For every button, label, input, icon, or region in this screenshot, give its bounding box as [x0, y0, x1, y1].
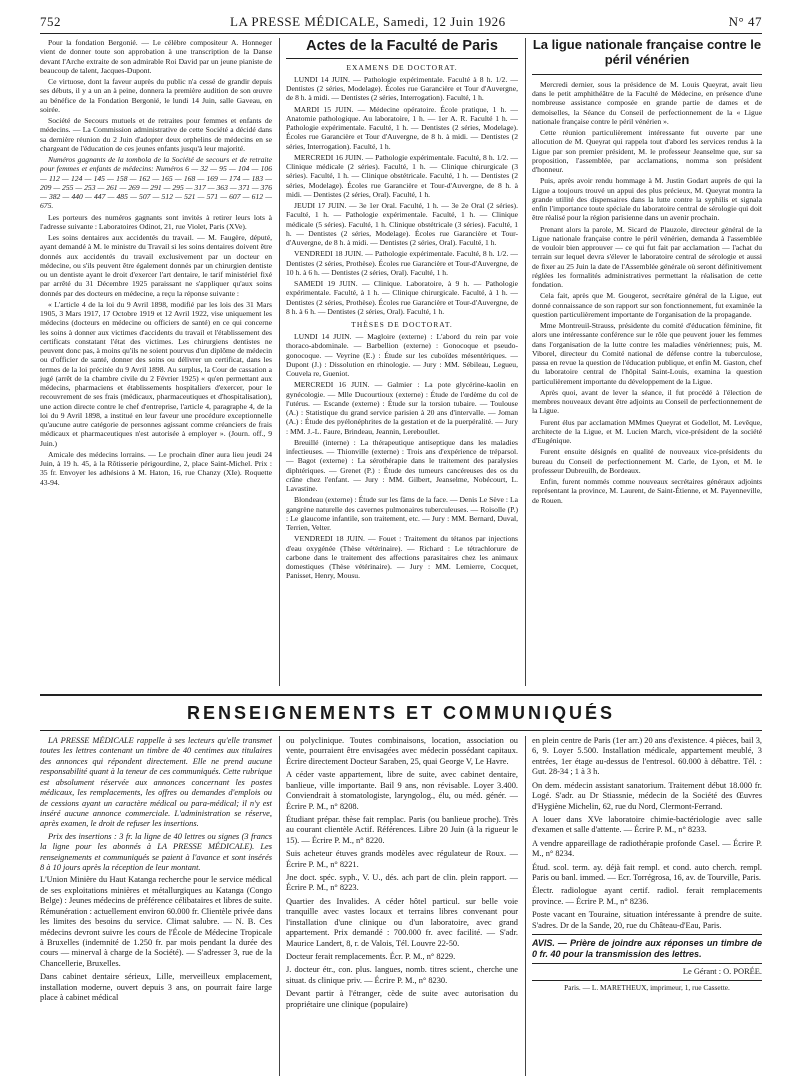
column-divider: [279, 736, 280, 1076]
annonce-remplacements: Docteur ferait remplacements. Écr. P. M., n° 8229.: [286, 952, 456, 962]
exam-mardi: MARDI 15 JUIN. — Médecine opératoire. École pratique, 1 h. — Anatomie pathologique. Au laboratoire, 1 h. — 1er A. R. Faculté 1 h. — Pathologie expérimentale. Faculté, 1 h. — Dentistes (2 séries, Modelage). Écoles rue Garancière et Tour d'Auvergne, de 8 h. à midi. — Dentistes (2 séries, Interrogation). Faculté, 1 h.: [286, 104, 518, 151]
these-breuille: Breuillé (interne) : La thérapeutique antiseptique dans les maladies infectieuses. — Thionville (externe) : Trois ans d'expérience de tréparsol. — Bagot (externe) : La sérothérapie dans le traitement des paralysies diphtériques. — Grenet (P.) : Étude des tumeurs cancéreuses des os du crâne chez l'enfant. — Jury : MM. Gilbert, Jeanselme, Nobécourt, L. Lavastine.: [286, 437, 518, 494]
ligue-p2: Cette réunion particulièrement intéressante fut ouverte par une allocution de M. Queyrat qui rappela tout d'abord les services rendus à la Ligue par son premier président, M. le professeur Jeanselme que, sur sa proposition, l'assemblée, par acclamations, nomma son président d'honneur.: [532, 128, 762, 175]
avis-rule-bottom: [532, 963, 762, 964]
news-lots: Les porteurs des numéros gagnants sont invités à retirer leurs lots à l'adresse suivante : Laboratoires Odinot, 21, rue Violet, Paris (XVe).: [40, 212, 272, 231]
annonce-radiologue: Électr. radiologue ayant certif. radiol. ferait remplacements province. — Écrire P. M., n° 8236.: [532, 886, 762, 906]
ligue-p10: Enfin, furent nommés comme nouveaux secrétaires généraux adjoints représentant la province, M. Laurent, de Saint-Étienne, et M. Payenneville, de Rouen.: [532, 477, 762, 505]
news-soins-dentaires: Les soins dentaires aux accidentés du travail. — M. Faugère, député, ayant demandé à M. le ministre du Travail si les soins dentaires doivent être donnés aux accidentés du travail exclusivement par un docteur en médecine, ou s'ils peuvent être également donnés par un chirurgien dentiste ou un dentiste ayant le droit d'exercer l'art dentaire, le tarif ministériel fixé par arrêté du 31 Décembre 1925 paraissant ne s'appliquer qu'aux soins donnés par des docteurs en médecine, a reçu la réponse suivante :: [40, 233, 272, 298]
header-rule: [40, 33, 762, 34]
annonce-polyclinique: ou polyclinique. Toutes combinaisons, location, association ou vente, pourraient être envisagées avec médecin possédant capitaux. Écrire directement Docteur Saraben, 25, quai George V, Le Havre.: [286, 736, 518, 766]
annonce-appartement: A céder vaste appartement, libre de suite, avec cabinet dentaire, banlieue, ville importante. Bail 9 ans, non révisable. Loyer 3.400. Conviendrait à stomatologiste, laryngolog., élu, ou méd. génér. — Écrire P. M., n° 8208.: [286, 770, 518, 811]
section-rule-top: [40, 694, 762, 696]
annonce-union-miniere: L'Union Minière du Haut Katanga recherche pour le service médical de ses exploitations minières et métallurgiques au Katanga (Congo Belge) : Jeunes médecins de préférence célibataires et libres de suite. Rémunération : actuellement environ 60.000 fr. Clientèle privée dans les limites des besoins du service. Climat salubre. — N. B. Ces médecins devront suivre les cours de l'École de Médecine Tropicale à Bruxelles (indemnité de 1.250 fr. par mois pendant la durée des cours — minerval à charge de la Société). — S'adresser 3, rue de la Chancellerie, Bruxelles.: [40, 875, 272, 968]
annonce-etuves: Suis acheteur étuves grands modèles avec régulateur de Roux. — Écrire P. M., n° 8221.: [286, 849, 518, 869]
exam-mercredi: MERCREDI 16 JUIN. — Pathologie expérimentale. Faculté, 8 h. 1/2. — Clinique médicale (2 séries). Faculté, 1 h. — Clinique chirurgicale (3 séries). Faculté, 1 h. — Clinique obstétricale. Faculté, 1 h. — Dentistes (2 séries, Modelage). Écoles rue Garancière et Tour-d'Auvergne, de 8 h. à midi. — Dentistes (2 séries, Oral). Faculté, 1 h.: [286, 152, 518, 199]
gerant: Le Gérant : O. PORÉE.: [682, 967, 762, 977]
annonce-etranger: Devant partir à l'étranger, cède de suite avec autorisation du propriétaire une clinique (populaire): [286, 989, 518, 1009]
these-mercredi: MERCREDI 16 JUIN. — Galmier : La pote glycérine-kaolin en gynécologie. — Mlle Ducourtioux (externe) : Étude de l'œdème du col de l'utérus. — Escande (externe) : Étude sur la torsion tubaire. — Toulouse (A.) : Statistique du grand service parisien à 20 ans d'intervalle. — Joman (A.) : Étude des pyélonéphrites de la gestation et de la puerpéralité. — Jury : MM. J.-L. Faure, Brindeau, Jeannin, Lereboullet.: [286, 380, 518, 436]
ligue-p3: Puis, après avoir rendu hommage à M. Justin Godart auprès de qui la Ligue a toujours trouvé un appui des plus précieux, M. Queyrat montra la grande utilité des dispensaires dans la lutte contre la syphilis et signala enfin l'importance toute spéciale du laboratoire central de sérologie qui doit être réalisé pour la région parisienne dans un avenir prochain.: [532, 176, 762, 223]
column-divider: [279, 38, 280, 686]
avis-notice: AVIS. — Prière de joindre aux réponses un timbre de 0 fr. 40 pour la transmission des lettres.: [532, 938, 762, 960]
news-bergonie: Pour la fondation Bergonié. — Le célèbre compositeur A. Honneger vient de donner toute son approbation à une transcription de la Danse devant l'Arche extraite de son admirable Roi David par un jeune pianiste de beaucoup de talent, Jacques-Dupont.: [40, 38, 272, 75]
news-amicale: Amicale des médecins lorrains. — Le prochain dîner aura lieu jeudi 24 Juin, à 19 h. 45, à la Rôtisserie périgourdine, 2, place Saint-Michel. Prix : 35 fr. Envoyer les adhésions à M. Haton, 16, rue Chanzy (XIe). Roquette 43-94.: [40, 449, 272, 487]
column-divider: [525, 38, 526, 686]
page-header: [40, 14, 762, 30]
annonce-docteur-etr: J. docteur étr., con. plus. langues, nomb. titres scient., cherche une situat. ds clinique priv. — Écrire P. M., n° 8230.: [286, 965, 518, 985]
annonce-cabinet-dentaire: Dans cabinet dentaire sérieux, Lille, merveilleux emplacement, installation moderne, ouvert depuis 3 ans, on pourrait faire large place à cabinet médical: [40, 972, 272, 1003]
annonce-invalides: Quartier des Invalides. A céder hôtel particul. sur belle voie tranquille avec vastes locaux et terrains libres convenant pour l'installation d'une clinique ou d'un laboratoire, avec grand appartement. Prix demandé : 700.000 fr. avec facilité. — S'adr. Maurice Landert, 8, r. de Valois, Tél. Louvre 22-50.: [286, 896, 518, 948]
faculte-title: Actes de la Faculté de Paris: [306, 38, 498, 54]
theses-heading: THÈSES DE DOCTORAT.: [351, 320, 453, 330]
rens-prix: Prix des insertions : 3 fr. la ligne de 40 lettres ou signes (3 francs la ligne pour les abonnés à LA PRESSE MÉDICALE). Les renseignements et communiqués se paient à l'avance et sont insérés 8 à 10 jours après la réception de leur montant.: [40, 831, 272, 873]
rens-column-2: [286, 736, 518, 1078]
exam-jeudi: JEUDI 17 JUIN. — 3e 1er Oral. Faculté, 1 h. — 3e 2e Oral (2 séries). Faculté, 1 h. — Pathologie expérimentale. Faculté, 1 h. — Clinique médicale (5 séries). Faculté, 1 h. Clinique obstétricale (3 séries). Faculté, 1 h. — Dentistes (2 séries, Modelage). Écoles rue Garancière et Tour-d'Auvergne, de 8 h. à midi. — Dentistes (2 séries, Oral). Faculté, 1 h.: [286, 201, 518, 248]
annonce-laboratoire: A louer dans XVe laboratoire chimie-bactériologie avec salle d'examen et salle d'attente. — Écrire P. M., n° 8233.: [532, 814, 762, 835]
imprimeur: Paris. — L. MARETHEUX, imprimeur, 1, rue Cassette.: [564, 982, 730, 992]
these-lundi: LUNDI 14 JUIN. — Magloire (externe) : L'abord du rein par voie thoraco-abdominale. — Barbellion (externe) : Gonocoque et pseudo-gonocoque. — Veyrine (E.) : Étude sur les cuboïdes mésentériques. — Dupont (J.) : Dissolution en rhinologie. — Jury : MM. Sébileau, Legueu, Couvela re, Gueniot.: [286, 332, 518, 379]
news-reponse: « L'article 4 de la loi du 9 Avril 1898, modifié par les lois des 31 Mars 1905, 3 Mars 1917, 17 Octobre 1919 et 12 Avril 1922, vise uniquement les médecins (docteurs en médecine ou officiers de santé) en ce qui concerne les soins à donner aux victimes d'accidents du travail et l'établissement des certificats constatant l'état des victimes. Les chirurgiens dentistes ne peuvent donc pas, à moins qu'ils ne soient pourvus d'un diplôme de médecin ou d'officier de santé, donner des soins ou délivrer un certificat, dans les termes de la loi précitée du 9 Avril 1898. Au surplus, la Cour de cassation a jugé (arrêt de la chambre civile du 2 Février 1925) « qu'en permettant aux médecins, pharmaciens et établissements hospitaliers d'exercer, pour le recouvrement de ses frais (médicaux, pharmaceutiques et d'hospitalisation), une action directe contre le chef d'entreprise, l'article 4, paragraphe 4, de la loi du 9 Avril 1898, a institué en leur faveur une procédure exceptionnelle qu'aucune autre catégorie de personnes agissant comme créanciers de frais médicaux et pharmaceutiques n'est autorisée à employer ». (Journ. off., 9 Juin.): [40, 299, 272, 448]
ligue-p8: Furent élus par acclamation MMmes Queyrat et Godellot, M. Levêque, architecte de la Ligue, et M. Lucien March, vice-président de la société d'Eugénique.: [532, 417, 762, 446]
news-bergonie-2: Ce virtuose, dont la faveur auprès du public n'a cessé de grandir depuis ses débuts, il y a un an à peine, donnera la première audition de son œuvre au bénéfice de la Fondation Bergonié, le lundi 14 Juin, salle Gaveau, en soirée.: [40, 77, 272, 114]
title-rule: [286, 58, 518, 59]
column-faculte: [286, 38, 518, 685]
avis-rule-top: [532, 934, 762, 935]
annonce-radiotherapie: A vendre appareillage de radiothérapie profonde Casel. — Écrire P. M., n° 8234.: [532, 838, 762, 859]
page-number: 752: [40, 14, 61, 29]
rens-column-3: [532, 736, 762, 1078]
annonce-etud-scol: Étud. scol. term. ay. déjà fait rempl. et cond. auto cherch. rempl. Paris ou banl. immed. — Ecr. Torrégrosa, 16, av. de Tourville, Paris.: [532, 862, 762, 883]
section-rule-bottom: [40, 730, 762, 731]
ligue-title: La ligue nationale française contre le péril vénérien: [532, 38, 762, 67]
rens-intro: LA PRESSE MÉDICALE rappelle à ses lecteurs qu'elle transmet toutes les lettres contenant un timbre de 40 centimes aux titulaires des annonces qui répondent directement. Elle ne prend aucune responsabilité quant à la teneur de ces communiqués. Cette rubrique est absolument réservée aux annonces concernant les postes médicaux, les remplacements, les offres ou demandes d'emplois ou de cessions ayant un caractère médical ou para-médical; il n'y est inséré aucune annonce commerciale. L'administration se réserve, après examen, le droit de refuser les insertions.: [40, 736, 272, 829]
annonce-jne-doct: Jne doct. spéc. syph., V. U., dés. ach part de clin. plein rapport. — Écrire P. M., n° 8223.: [286, 873, 518, 893]
annonce-sanatorium: On dem. médecin assistant sanatorium. Traitement début 18.000 fr. Logé. S'adr. au Dr Stiassnie, médecin de la Société des Œuvres d'Hygiène Michelin, 62, rue du Nord, Clermont-Ferrand.: [532, 780, 762, 811]
annonce-etudiant: Étudiant prépar. thèse fait remplac. Paris (ou banlieue proche). Très au courant clientèle Actif. Références. Libre 20 Juin (à la rigueur le 15). — Écrire P. M., n° 8220.: [286, 814, 518, 845]
annonce-centre-paris: en plein centre de Paris (1er arr.) 20 ans d'existence. 4 pièces, bail 3, 6, 9. Loyer 5.500. Installation médicale, appartement meublé, 3 entrées, 1er étage au-dessus de l'entresol. 60.000 à débattre. Tél. : Gut. 28-34 ; 1 à 3 h.: [532, 736, 762, 777]
issue-number: N° 47: [728, 14, 762, 29]
renseignements-title: RENSEIGNEMENTS ET COMMUNIQUÉS: [186, 703, 616, 723]
exam-vendredi: VENDREDI 18 JUIN. — Pathologie expérimentale. Faculté, 8 h. 1/2. — Dentistes (2 séries, Prothèse). Écoles rue Garancière et Tour-d'Auvergne, de 10 h. à 6 h. — Dentistes (2 séries, Oral). Faculté, 1 h.: [286, 249, 518, 277]
examens-heading: EXAMENS DE DOCTORAT.: [346, 62, 458, 72]
ligue-p5: Cela fait, après que M. Gougerot, secrétaire général de la Ligue, eut donné connaissance de son rapport sur son fonctionnement, fut examinée la question particulièrement importante de l'organisation de la propagande.: [532, 291, 762, 319]
these-vendredi: VENDREDI 18 JUIN. — Fouet : Traitement du tétanos par injections d'eau oxygénée (Thèse vétérinaire). — Richard : Le tétrachlorure de carbone dans le traitement des affections parasitaires chez les animaux domestiques (Thèse vétérinaire). — Jury : MM. Lemierre, Cocquet, Panisset, Henry, Mousu.: [286, 534, 518, 581]
ligue-p1: Mercredi dernier, sous la présidence de M. Louis Queyrat, avait lieu dans le petit amphithéâtre de la Faculté de Médecine, en présence d'une nombreuse assistance composée en grande partie de dames et de demoiselles, la Séance du Conseil de perfectionnement de la « Ligue nationale française contre le péril vénérien ».: [532, 79, 762, 126]
exam-samedi: SAMEDI 19 JUIN. — Clinique. Laboratoire, à 9 h. — Pathologie expérimentale. Faculté, à 1 h. — Clinique chirurgicale. Faculté, à 1 h. — Dentistes (2 séries, Prothèse). Écoles rue Garancière et Tour-d'Auvergne, de 8 h. à 6 h. — Dentistes (2 séries, Oral). Faculté, 1 h.: [286, 279, 518, 316]
ligue-p6: Mme Montreuil-Strauss, présidente du comité d'éducation féminine, fit alors une intéressante conférence sur le rôle que peuvent jouer les femmes dans l'organisation de la lutte contre les maladies vénériennes; puis, M. Viborel, directeur du Comité national de défense contre la tuberculose, passa en revue la question de l'éducation publique, et enfin M. Gaston, chef du laboratoire central de l'hôpital Saint-Louis, examina la question particulièrement importante du développement de la Ligue.: [532, 321, 762, 386]
these-blondeau: Blondeau (externe) : Étude sur les fäms de la face. — Denis Le Sève : La gangrène naturelle des cavernes pulmonaires tuberculeuses. — Roisolle (P.) : Le glaucome infantile, son traitement, etc. — Jury : MM. Bernard, Duval, Terrien, Velter.: [286, 495, 518, 533]
annonce-touraine: Poste vacant en Touraine, situation intéressante à prendre de suite. S'adres. Dr de la Sande, 20, rue du Château-d'Eau, Paris.: [532, 910, 762, 930]
journal-title: LA PRESSE MÉDICALE, Samedi, 12 Juin 1926: [230, 14, 506, 29]
ligue-p4: Prenant alors la parole, M. Sicard de Plauzole, directeur général de la Ligue nationale française contre le péril vénérien, demanda à l'assemblée de vouloir bien approuver — ce qui fut fait par acclamation — l'achat du terrain sur lequel devra s'élever le laboratoire central de sérologie et aussi de fixer au 25 Juin la date de l'Assemblée générale où seront définitivement réglées les formalités administratives permettant la réalisation de cette fondation.: [532, 224, 762, 290]
column-news: [40, 38, 272, 685]
rens-column-1: [40, 736, 272, 1078]
news-secours: Société de Secours mutuels et de retraites pour femmes et enfants de médecins. — La Commission administrative de cette Société a décidé dans sa dernière réunion du 2 Juin d'adopter deux orphelins de médecins en se chargeant de l'éducation de ces jeunes enfants jusqu'à leur majorité.: [40, 116, 272, 153]
exam-lundi: LUNDI 14 JUIN. — Pathologie expérimentale. Faculté à 8 h. 1/2. — Dentistes (2 séries, Modelage). Écoles rue Garancière et Tour d'Auvergne, de 8 h. à midi. — Dentistes (2 séries, Interrogation). Faculté, 1 h.: [286, 74, 518, 103]
ligue-p9: Furent ensuite désignés en qualité de nouveaux vice-présidents du bureau du Conseil de perfectionnement M. Carle, de Lyon, et M. le professeur Dubreuilh, de Bordeaux.: [532, 447, 762, 475]
news-tombola: Numéros gagnants de la tombola de la Société de secours et de retraite pour femmes et enfants de médecins: Numéros 6 — 32 — 95 — 104 — 106 — 112 — 124 — 145 — 158 — 162 — 165 — 168 — 169 — 174 — 183 — 209 — 255 — 253 — 261 — 269 — 291 — 295 — 317 — 363 — 371 — 376 — 382 — 440 — 447 — 485 — 507 — 512 — 521 — 571 — 607 — 612 — 675.: [40, 155, 272, 211]
title-rule: [532, 74, 762, 75]
column-ligue: [532, 38, 762, 685]
ligue-p7: Après quoi, avant de lever la séance, il fut procédé à l'élection de membres nouveaux devant être adjoints au Conseil de perfectionnement de la Ligue.: [532, 387, 762, 416]
footer-rule: [532, 980, 762, 981]
column-divider: [525, 736, 526, 1076]
